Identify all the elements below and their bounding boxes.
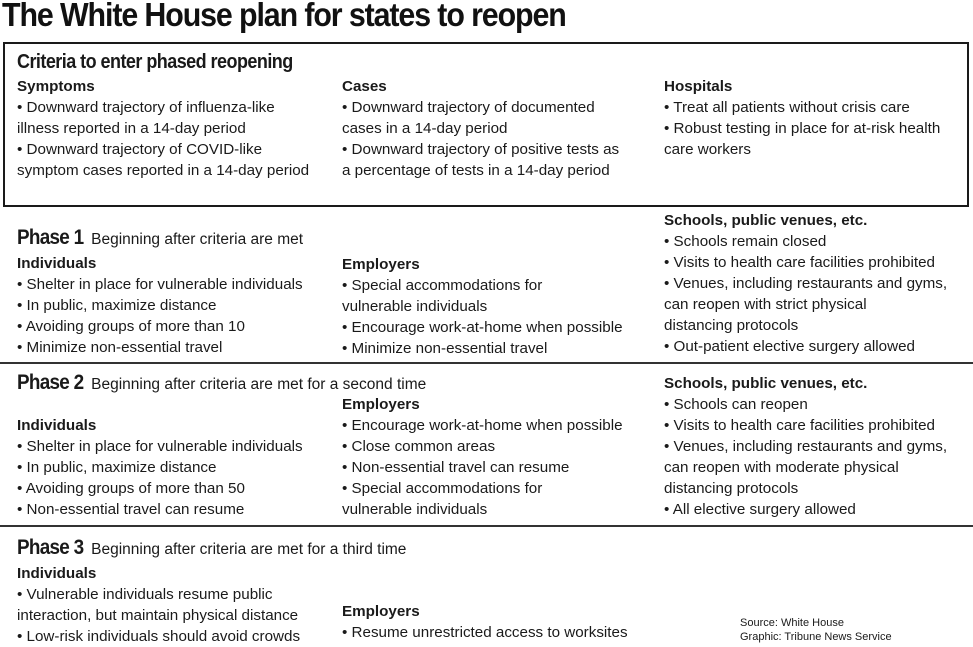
hospitals-line: • Treat all patients without crisis care (664, 99, 910, 116)
cases-heading: Cases (342, 78, 387, 95)
phase2-schools-line: can reopen with moderate physical (664, 459, 899, 476)
phase2-individuals-line: • Avoiding groups of more than 50 (17, 480, 245, 497)
symptoms-line: • Downward trajectory of influenza-like (17, 99, 275, 116)
cases-line: • Downward trajectory of positive tests as (342, 141, 620, 158)
phase1-individuals-line: • Avoiding groups of more than 10 (17, 318, 245, 335)
phase2-individuals-column (17, 415, 303, 520)
phase2-label: Phase 2 (17, 371, 84, 394)
symptoms-line: • Downward trajectory of COVID-like (17, 141, 263, 158)
cases-line: a percentage of tests in a 14-day period (342, 162, 610, 179)
phase1-schools-line: distancing protocols (664, 317, 799, 334)
phase1-individuals-column (17, 253, 303, 358)
phase2-employers-line: • Special accommodations for (342, 480, 543, 497)
phase2-employers-line: • Non-essential travel can resume (342, 459, 570, 476)
phase1-employers-line: • Encourage work-at-home when possible (342, 319, 623, 336)
credits (740, 616, 892, 644)
symptoms-line: symptom cases reported in a 14-day period (17, 162, 310, 179)
phase2-schools-line: • All elective surgery allowed (664, 501, 856, 518)
phase2-schools-line: distancing protocols (664, 480, 799, 497)
phase1-subtitle: Beginning after criteria are met (91, 231, 304, 248)
phase3-individuals-column (17, 563, 300, 647)
phase2-subtitle: Beginning after criteria are met for a second time (91, 376, 427, 393)
phase3-individuals-line: • Vulnerable individuals resume public (17, 586, 273, 603)
phase2-schools-line: • Venues, including restaurants and gyms, (664, 438, 948, 455)
symptoms-line: illness reported in a 14-day period (17, 120, 246, 137)
phase3-label: Phase 3 (17, 536, 84, 559)
phase-divider (0, 362, 973, 364)
phase3-subtitle: Beginning after criteria are met for a third time (91, 541, 407, 558)
phase1-individuals-line: • In public, maximize distance (17, 297, 217, 314)
phase1-individuals-line: • Minimize non-essential travel (17, 339, 223, 356)
phase1-schools-column (664, 210, 947, 357)
page-title: The White House plan for states to reopen (2, 0, 566, 33)
cases-line: • Downward trajectory of documented (342, 99, 595, 116)
phase3-employers-heading: Employers (342, 603, 420, 620)
criteria-cases-column (342, 76, 619, 181)
phase2-employers-line: • Close common areas (342, 438, 496, 455)
phase2-employers-line: vulnerable individuals (342, 501, 488, 518)
phase3-individuals-line: • Low-risk individuals should avoid crowds (17, 628, 301, 645)
criteria-hospitals-column (664, 76, 940, 160)
phase3-header (17, 536, 406, 560)
phase2-individuals-heading: Individuals (17, 417, 97, 434)
hospitals-heading: Hospitals (664, 78, 733, 95)
phase1-individuals-heading: Individuals (17, 255, 97, 272)
graphic-credit: Graphic: Tribune News Service (740, 631, 892, 643)
phase2-employers-column (342, 394, 623, 520)
phase1-employers-heading: Employers (342, 256, 420, 273)
criteria-symptoms-column (17, 76, 309, 181)
phase2-schools-column (664, 373, 947, 520)
phase1-schools-line: • Out-patient elective surgery allowed (664, 338, 915, 355)
hospitals-line: care workers (664, 141, 751, 158)
hospitals-line: • Robust testing in place for at-risk health (664, 120, 941, 137)
phase3-employers-column (342, 601, 628, 643)
phase2-header (17, 371, 426, 395)
phase2-employers-heading: Employers (342, 396, 420, 413)
phase1-employers-line: vulnerable individuals (342, 298, 488, 315)
cases-line: cases in a 14-day period (342, 120, 508, 137)
phase1-employers-line: • Special accommodations for (342, 277, 543, 294)
phase1-label: Phase 1 (17, 226, 84, 249)
criteria-heading: Criteria to enter phased reopening (17, 51, 293, 73)
phase3-individuals-line: interaction, but maintain physical distance (17, 607, 299, 624)
phase1-schools-line: • Schools remain closed (664, 233, 827, 250)
phase1-header (17, 226, 303, 250)
symptoms-heading: Symptoms (17, 78, 95, 95)
phase3-individuals-heading: Individuals (17, 565, 97, 582)
source-credit: Source: White House (740, 617, 844, 629)
phase2-schools-line: • Schools can reopen (664, 396, 808, 413)
phase1-employers-column (342, 254, 623, 359)
phase1-schools-line: can reopen with strict physical (664, 296, 867, 313)
phase2-schools-heading: Schools, public venues, etc. (664, 375, 868, 392)
phase1-employers-line: • Minimize non-essential travel (342, 340, 548, 357)
phase2-employers-line: • Encourage work-at-home when possible (342, 417, 623, 434)
phase2-individuals-line: • In public, maximize distance (17, 459, 217, 476)
phase1-schools-line: • Visits to health care facilities prohibited (664, 254, 935, 271)
phase2-individuals-line: • Shelter in place for vulnerable individuals (17, 438, 303, 455)
phase-divider (0, 525, 973, 527)
phase2-individuals-line: • Non-essential travel can resume (17, 501, 245, 518)
phase1-individuals-line: • Shelter in place for vulnerable individuals (17, 276, 303, 293)
phase1-schools-heading: Schools, public venues, etc. (664, 212, 868, 229)
phase2-schools-line: • Visits to health care facilities prohibited (664, 417, 935, 434)
phase1-schools-line: • Venues, including restaurants and gyms, (664, 275, 948, 292)
phase3-employers-line: • Resume unrestricted access to worksites (342, 624, 628, 641)
